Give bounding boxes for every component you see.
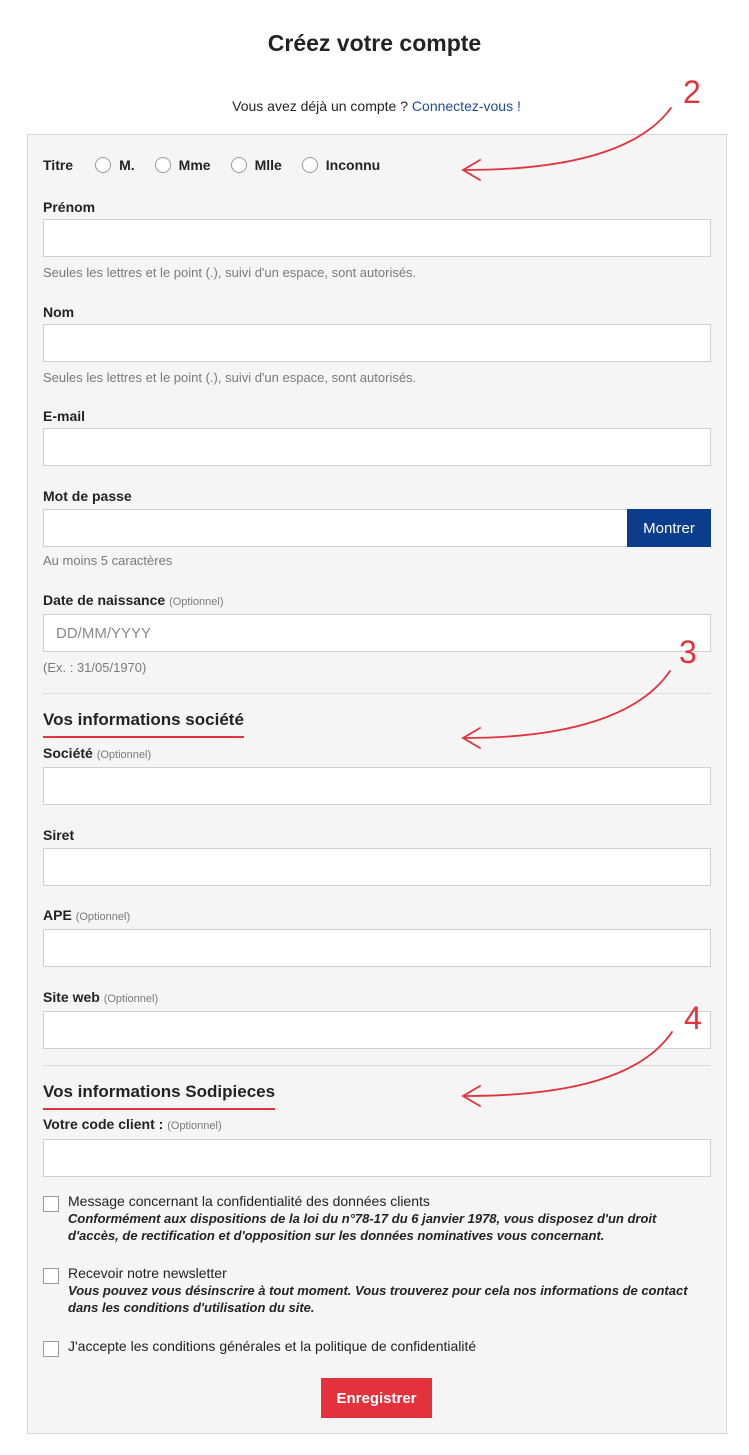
- birthdate-help: (Ex. : 31/05/1970): [43, 660, 147, 675]
- show-password-button[interactable]: Montrer: [627, 509, 711, 547]
- company-input[interactable]: [43, 767, 711, 805]
- checkbox-description: Conformément aux dispositions de la loi du n°78-17 du 6 janvier 1978, vous disposez d'un droit d'accès, de rectification et d'opposition sur les données nominatives vous concernant.: [68, 1211, 657, 1243]
- newsletter-checkbox-row[interactable]: [43, 1265, 703, 1316]
- privacy-checkbox-row[interactable]: [43, 1193, 703, 1244]
- radio-circle-icon[interactable]: [155, 157, 171, 173]
- radio-label: Mlle: [254, 157, 282, 173]
- siret-label: Siret: [43, 827, 75, 843]
- radio-circle-icon[interactable]: [231, 157, 247, 173]
- company-label-text: Société: [43, 745, 93, 761]
- login-link[interactable]: Connectez-vous !: [411, 98, 521, 114]
- siret-input[interactable]: [43, 848, 711, 886]
- radio-option-inconnu[interactable]: [302, 157, 380, 173]
- section-divider: [43, 693, 711, 694]
- optional-tag: (Optionnel): [75, 911, 131, 923]
- ape-label-text: APE: [43, 907, 72, 923]
- radio-option-mlle[interactable]: [231, 157, 282, 173]
- ape-label: [43, 907, 130, 923]
- annotation-number: 2: [683, 74, 701, 110]
- radio-label: Inconnu: [325, 157, 381, 173]
- birthdate-label: [43, 592, 223, 608]
- annotation-number: 3: [679, 634, 697, 670]
- birthdate-input[interactable]: [43, 614, 711, 652]
- page-title: Créez votre compte: [267, 30, 482, 56]
- newsletter-checkbox-text: [68, 1265, 703, 1316]
- password-label: Mot de passe: [43, 488, 132, 504]
- title-label: Titre: [43, 157, 74, 173]
- radio-circle-icon[interactable]: [95, 157, 111, 173]
- email-label: E-mail: [43, 408, 86, 424]
- sodipieces-section-title-text: Vos informations Sodipieces: [43, 1082, 276, 1101]
- checkbox-label: Message concernant la confidentialité des données clients: [68, 1193, 430, 1209]
- checkbox-label: Recevoir notre newsletter: [68, 1265, 227, 1281]
- optional-tag: (Optionnel): [169, 596, 224, 608]
- firstname-help: Seules les lettres et le point (.), suivi d'un espace, sont autorisés.: [43, 265, 417, 280]
- password-input[interactable]: [43, 509, 628, 547]
- radio-circle-icon[interactable]: [302, 157, 318, 173]
- birthdate-label-text: Date de naissance: [43, 592, 166, 608]
- client-code-label: [43, 1116, 222, 1132]
- website-label: [43, 989, 158, 1005]
- website-label-text: Site web: [43, 989, 100, 1005]
- radio-label: M.: [119, 157, 135, 173]
- client-code-label-text: Votre code client :: [43, 1116, 164, 1132]
- checkbox-description: Vous pouvez vous désinscrire à tout moment. Vous trouverez pour cela nos informations de contact dans les conditions d'utilisation du site.: [68, 1283, 688, 1315]
- ape-input[interactable]: [43, 929, 711, 967]
- website-input[interactable]: [43, 1011, 711, 1049]
- save-button[interactable]: Enregistrer: [321, 1378, 432, 1418]
- optional-tag: (Optionnel): [167, 1120, 222, 1132]
- optional-tag: (Optionnel): [96, 749, 152, 761]
- lastname-label: Nom: [43, 304, 75, 320]
- lastname-help: Seules les lettres et le point (.), suivi d'un espace, sont autorisés.: [43, 370, 417, 385]
- client-code-input[interactable]: [43, 1139, 711, 1177]
- registration-form: [27, 134, 727, 1434]
- title-underline: [43, 736, 244, 738]
- checkbox-icon[interactable]: [43, 1268, 59, 1284]
- checkbox-icon[interactable]: [43, 1196, 59, 1212]
- lastname-input[interactable]: [43, 324, 711, 362]
- checkbox-label: J'accepte les conditions générales et la politique de confidentialité: [68, 1338, 477, 1354]
- radio-label: Mme: [178, 157, 211, 173]
- firstname-input[interactable]: [43, 219, 711, 257]
- radio-option-m[interactable]: [95, 157, 135, 173]
- company-label: [43, 745, 151, 761]
- annotation-number: 4: [684, 1000, 702, 1036]
- company-section-title: [43, 710, 244, 733]
- title-underline: [43, 1108, 275, 1110]
- terms-checkbox-text: [68, 1338, 476, 1357]
- title-radio-group: [43, 157, 400, 173]
- privacy-checkbox-text: [68, 1193, 703, 1244]
- terms-checkbox-row[interactable]: [43, 1338, 703, 1357]
- company-section-title-text: Vos informations société: [43, 710, 244, 729]
- sodipieces-section-title: [43, 1082, 275, 1105]
- email-input[interactable]: [43, 428, 711, 466]
- password-help: Au moins 5 caractères: [43, 553, 173, 568]
- checkbox-icon[interactable]: [43, 1341, 59, 1357]
- firstname-label: Prénom: [43, 199, 96, 215]
- radio-option-mme[interactable]: [155, 157, 211, 173]
- login-prompt-text: Vous avez déjà un compte ?: [232, 98, 409, 114]
- optional-tag: (Optionnel): [103, 993, 159, 1005]
- login-prompt: [0, 98, 749, 114]
- section-divider: [43, 1065, 711, 1066]
